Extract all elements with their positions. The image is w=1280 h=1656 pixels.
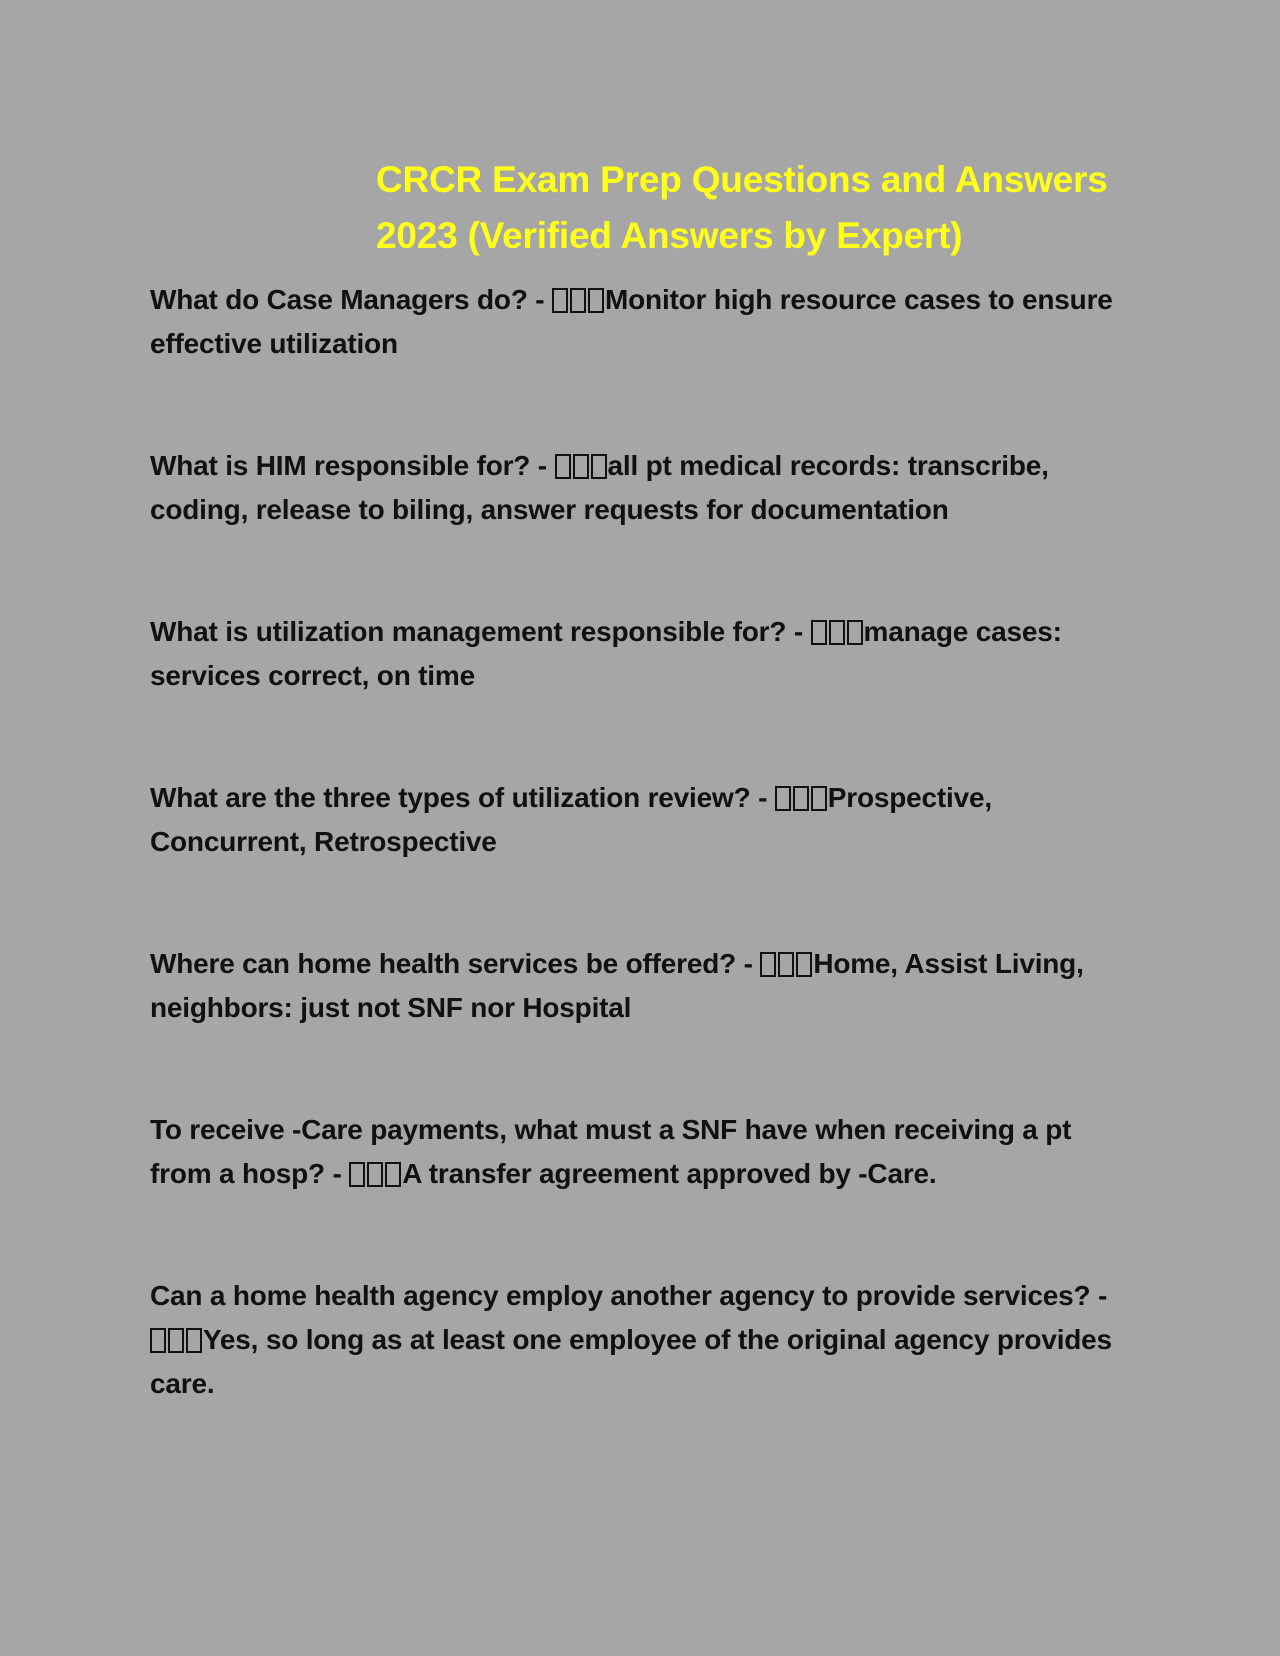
answer-text: A transfer agreement approved by -Care.: [402, 1158, 937, 1189]
missing-glyph-boxes-icon: [760, 952, 812, 977]
question-text: What is HIM responsible for?: [150, 450, 531, 481]
question-text: What do Case Managers do?: [150, 284, 528, 315]
missing-glyph-boxes-icon: [349, 1162, 401, 1187]
missing-glyph-boxes-icon: [150, 1328, 202, 1353]
qa-item: [150, 1108, 1130, 1196]
answer-text: Home, Assist Living, neighbors: just not SNF nor Hospital: [150, 948, 1084, 1023]
separator: -: [527, 284, 553, 315]
missing-glyph-boxes-icon: [811, 620, 863, 645]
question-text: Where can home health services be offered?: [150, 948, 737, 979]
separator: -: [736, 948, 761, 979]
question-text: What is utilization management responsible for?: [150, 616, 787, 647]
answer-text: manage cases: services correct, on time: [150, 616, 1062, 691]
title-line-2: 2023 (Verified Answers by Expert): [376, 215, 963, 256]
qa-item: [150, 1274, 1130, 1406]
qa-list: [150, 278, 1130, 1484]
missing-glyph-boxes-icon: [552, 288, 604, 313]
question-text: What are the three types of utilization review?: [150, 782, 751, 813]
separator: -: [750, 782, 775, 813]
answer-text: Monitor high resource cases to ensure effective utilization: [150, 284, 1113, 359]
separator: -: [1090, 1280, 1108, 1311]
qa-item: [150, 610, 1130, 698]
qa-item: [150, 776, 1130, 864]
answer-text: Yes, so long as at least one employee of the original agency provides care.: [150, 1324, 1112, 1399]
missing-glyph-boxes-icon: [775, 786, 827, 811]
answer-text: all pt medical records: transcribe, coding, release to biling, answer requests for documentation: [150, 450, 1049, 525]
qa-item: [150, 444, 1130, 532]
separator: -: [324, 1158, 350, 1189]
question-text: To receive -Care payments, what must a SNF have when receiving a pt from a hosp?: [150, 1114, 1072, 1189]
separator: -: [786, 616, 811, 647]
qa-item: [150, 278, 1130, 366]
qa-item: [150, 942, 1130, 1030]
title-line-1: CRCR Exam Prep Questions and Answers: [376, 159, 1108, 200]
answer-text: Prospective, Concurrent, Retrospective: [150, 782, 992, 857]
question-text: Can a home health agency employ another agency to provide services?: [150, 1280, 1091, 1311]
missing-glyph-boxes-icon: [555, 454, 607, 479]
document-title: [376, 152, 1136, 264]
separator: -: [530, 450, 555, 481]
